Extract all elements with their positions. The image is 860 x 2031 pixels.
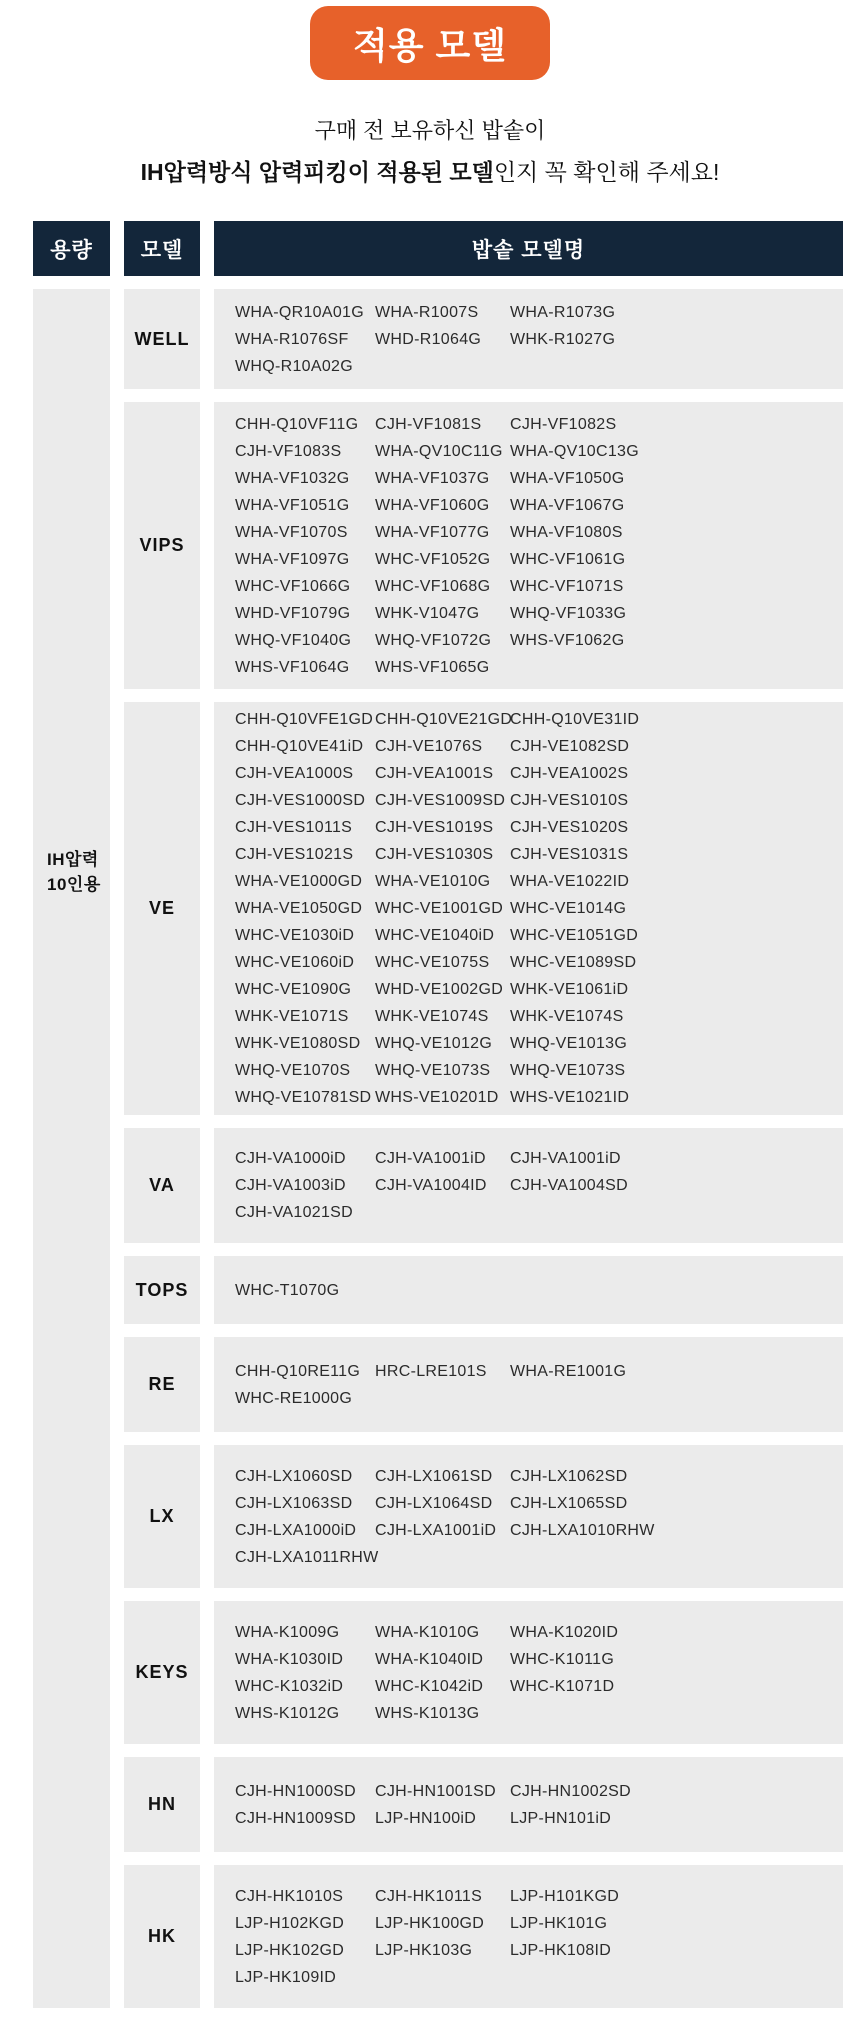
intro-line2-bold: IH압력방식 압력피킹이 적용된 모델 xyxy=(140,159,494,185)
model-names-grid xyxy=(235,1778,825,1832)
model-name: WHA-QR10A01G xyxy=(235,303,364,321)
model-name: CJH-VES1020S xyxy=(510,819,629,836)
model-name: WHC-K1042iD xyxy=(375,1677,484,1695)
model-name: WHA-VF1077G xyxy=(375,523,490,541)
model-name: CHH-Q10VE21GD xyxy=(375,711,513,728)
model-name: WHA-VF1037G xyxy=(375,469,490,487)
model-table xyxy=(33,221,843,2008)
model-name: WHS-VF1062G xyxy=(510,631,625,649)
model-name: CJH-VE1076S xyxy=(375,738,483,755)
title-badge xyxy=(310,6,550,80)
model-name: CJH-VA1021SD xyxy=(235,1204,354,1221)
model-names-cell-hn xyxy=(214,1757,843,1852)
row-label-vips: VIPS xyxy=(124,402,200,689)
model-name: WHA-VF1097G xyxy=(235,550,350,568)
model-name: WHS-VE10201D xyxy=(375,1089,499,1106)
model-names-cell-hk xyxy=(214,1865,843,2008)
model-name: WHQ-VE10781SD xyxy=(235,1089,372,1106)
model-name: WHA-VE1010G xyxy=(375,873,491,890)
model-name: WHQ-VE1073S xyxy=(375,1062,491,1079)
model-name: WHK-R1027G xyxy=(510,330,616,348)
model-name: LJP-HN101iD xyxy=(510,1809,612,1827)
model-name: WHS-VF1064G xyxy=(235,658,350,676)
model-name: WHC-VF1061G xyxy=(510,550,626,568)
model-names-grid xyxy=(235,1619,825,1727)
model-name: HRC-LRE101S xyxy=(375,1362,487,1380)
model-name: LJP-HK101G xyxy=(510,1914,608,1932)
model-name: CJH-LX1060SD xyxy=(235,1467,353,1485)
model-name: WHC-VF1052G xyxy=(375,550,491,568)
model-name: LJP-HK103G xyxy=(375,1941,473,1959)
model-name: CJH-VEA1001S xyxy=(375,765,494,782)
model-name: WHC-VE1051GD xyxy=(510,927,639,944)
model-name: CJH-VES1009SD xyxy=(375,792,506,809)
model-name: WHS-K1013G xyxy=(375,1704,480,1722)
model-name: CJH-LX1065SD xyxy=(510,1494,628,1512)
model-name: CHH-Q10VFE1GD xyxy=(235,711,374,728)
model-name: WHA-K1020ID xyxy=(510,1623,619,1641)
model-names-grid xyxy=(235,1277,825,1304)
model-name: WHC-VE1060iD xyxy=(235,954,355,971)
model-names-grid xyxy=(235,706,825,1111)
model-names-grid xyxy=(235,1883,825,1991)
model-name: CJH-VA1001iD xyxy=(375,1150,486,1167)
model-name: LJP-HK100GD xyxy=(375,1914,485,1932)
model-name: WHA-VE1022ID xyxy=(510,873,630,890)
model-name: CJH-VES1030S xyxy=(375,846,494,863)
model-name: WHD-R1064G xyxy=(375,330,482,348)
row-label-va: VA xyxy=(124,1128,200,1243)
model-name: WHA-K1009G xyxy=(235,1623,340,1641)
model-name: WHC-VE1001GD xyxy=(375,900,504,917)
model-name: WHS-VE1021ID xyxy=(510,1089,630,1106)
model-name: CJH-HN1009SD xyxy=(235,1809,356,1827)
model-name: CHH-Q10VF11G xyxy=(235,415,359,433)
model-name: WHK-VE1080SD xyxy=(235,1035,361,1052)
model-name: CJH-LXA1011RHW xyxy=(235,1548,379,1566)
header-capacity: 용량 xyxy=(33,221,110,276)
title-badge-label: 적용 모델 xyxy=(352,24,508,66)
model-names-grid xyxy=(235,299,825,380)
model-name: CJH-HN1001SD xyxy=(375,1782,496,1800)
model-name: LJP-HN100iD xyxy=(375,1809,477,1827)
model-name: LJP-H101KGD xyxy=(510,1887,620,1905)
model-name: WHA-VF1080S xyxy=(510,523,623,541)
model-name: WHA-K1040ID xyxy=(375,1650,484,1668)
model-name: CHH-Q10RE11G xyxy=(235,1362,361,1380)
model-names-grid xyxy=(235,1145,825,1226)
model-name: LJP-H102KGD xyxy=(235,1914,345,1932)
model-name: CJH-VF1081S xyxy=(375,415,482,433)
model-name: WHQ-VF1040G xyxy=(235,631,352,649)
model-name: CJH-VA1004SD xyxy=(510,1177,629,1194)
model-name: WHK-V1047G xyxy=(375,604,480,622)
model-name: CJH-LX1064SD xyxy=(375,1494,493,1512)
model-name: CJH-VEA1000S xyxy=(235,765,354,782)
model-name: CJH-VES1021S xyxy=(235,846,354,863)
model-name: WHS-K1012G xyxy=(235,1704,340,1722)
model-name: CJH-VES1011S xyxy=(235,819,353,836)
row-label-keys: KEYS xyxy=(124,1601,200,1744)
model-name: WHC-VE1075S xyxy=(375,954,490,971)
model-names-cell-tops xyxy=(214,1256,843,1324)
model-name: CJH-VF1083S xyxy=(235,442,342,460)
model-name: LJP-HK102GD xyxy=(235,1941,345,1959)
model-name: WHK-VE1074S xyxy=(375,1008,489,1025)
header-model: 모델 xyxy=(124,221,200,276)
model-names-grid xyxy=(235,1463,825,1571)
model-name: WHA-VF1050G xyxy=(510,469,625,487)
model-name: CJH-VES1010S xyxy=(510,792,629,809)
model-name: CJH-LXA1000iD xyxy=(235,1521,357,1539)
model-name: WHA-K1010G xyxy=(375,1623,480,1641)
model-name: CJH-LX1061SD xyxy=(375,1467,493,1485)
model-name: CHH-Q10VE41iD xyxy=(235,738,364,755)
model-name: WHC-VE1089SD xyxy=(510,954,637,971)
row-label-tops: TOPS xyxy=(124,1256,200,1324)
model-name: CJH-VES1019S xyxy=(375,819,494,836)
model-name: WHA-VE1000GD xyxy=(235,873,363,890)
model-name: CJH-HN1002SD xyxy=(510,1782,631,1800)
model-name: CJH-HK1010S xyxy=(235,1887,344,1905)
model-name: CJH-LXA1010RHW xyxy=(510,1521,655,1539)
model-name: CJH-HK1011S xyxy=(375,1887,483,1905)
model-name: CJH-LX1063SD xyxy=(235,1494,353,1512)
model-names-grid xyxy=(235,1358,825,1412)
model-names-cell-va xyxy=(214,1128,843,1243)
row-label-well: WELL xyxy=(124,289,200,389)
page xyxy=(0,6,860,2031)
model-name: WHQ-VE1070S xyxy=(235,1062,351,1079)
model-name: WHA-VF1032G xyxy=(235,469,350,487)
model-name: CJH-VES1031S xyxy=(510,846,629,863)
model-name: CJH-VEA1002S xyxy=(510,765,629,782)
model-name: CJH-VE1082SD xyxy=(510,738,630,755)
model-name: CJH-VA1003iD xyxy=(235,1177,346,1194)
model-name: WHC-VE1090G xyxy=(235,981,352,998)
row-label-ve: VE xyxy=(124,702,200,1115)
intro-line2 xyxy=(0,154,860,187)
model-name: WHC-VE1030iD xyxy=(235,927,355,944)
model-name: WHQ-VE1073S xyxy=(510,1062,626,1079)
model-name: WHQ-VE1012G xyxy=(375,1035,493,1052)
header-model-names: 밥솥 모델명 xyxy=(214,221,843,276)
model-name: WHS-VF1065G xyxy=(375,658,490,676)
model-names-cell-keys xyxy=(214,1601,843,1744)
model-name: WHA-VF1067G xyxy=(510,496,625,514)
model-names-cell-ve xyxy=(214,702,843,1115)
model-name: WHA-RE1001G xyxy=(510,1362,627,1380)
row-label-lx: LX xyxy=(124,1445,200,1588)
model-name: WHC-VE1040iD xyxy=(375,927,495,944)
model-name: WHQ-VF1072G xyxy=(375,631,492,649)
model-name: WHC-VE1014G xyxy=(510,900,627,917)
model-name: WHC-T1070G xyxy=(235,1281,340,1299)
model-names-grid xyxy=(235,411,825,681)
model-name: WHA-R1007S xyxy=(375,303,479,321)
model-names-cell-re xyxy=(214,1337,843,1432)
model-name: WHD-VF1079G xyxy=(235,604,351,622)
model-name: WHC-VF1071S xyxy=(510,577,624,595)
row-label-re: RE xyxy=(124,1337,200,1432)
intro-line1: 구매 전 보유하신 밥솥이 xyxy=(314,118,546,143)
model-name: WHA-R1076SF xyxy=(235,330,349,348)
model-name: WHC-VF1066G xyxy=(235,577,351,595)
model-name: WHA-VE1050GD xyxy=(235,900,363,917)
model-name: WHC-K1071D xyxy=(510,1677,615,1695)
model-name: WHA-R1073G xyxy=(510,303,616,321)
model-name: WHA-VF1070S xyxy=(235,523,348,541)
model-name: WHQ-VF1033G xyxy=(510,604,627,622)
row-label-hk: HK xyxy=(124,1865,200,2008)
model-name: WHA-VF1060G xyxy=(375,496,490,514)
model-name: CJH-VES1000SD xyxy=(235,792,366,809)
model-name: WHQ-VE1013G xyxy=(510,1035,628,1052)
model-name: CJH-VF1082S xyxy=(510,415,617,433)
model-name: CJH-LX1062SD xyxy=(510,1467,628,1485)
model-names-cell-lx xyxy=(214,1445,843,1588)
model-name: WHC-RE1000G xyxy=(235,1389,353,1407)
model-name: WHD-VE1002GD xyxy=(375,981,504,998)
row-label-hn: HN xyxy=(124,1757,200,1852)
model-name: WHC-VF1068G xyxy=(375,577,491,595)
intro-line2-rest: 인지 꼭 확인해 주세요! xyxy=(493,159,720,185)
model-names-cell-vips xyxy=(214,402,843,689)
model-name: WHK-VE1074S xyxy=(510,1008,624,1025)
model-name: LJP-HK108ID xyxy=(510,1941,612,1959)
model-name: WHC-K1032iD xyxy=(235,1677,344,1695)
capacity-line2: 10인용 xyxy=(47,875,101,894)
model-name: WHA-K1030ID xyxy=(235,1650,344,1668)
model-name: LJP-HK109ID xyxy=(235,1968,337,1986)
capacity-cell xyxy=(33,289,110,2008)
capacity-line1: IH압력 xyxy=(47,850,99,869)
model-name: WHK-VE1071S xyxy=(235,1008,349,1025)
model-name: WHA-VF1051G xyxy=(235,496,350,514)
model-name: CJH-HN1000SD xyxy=(235,1782,356,1800)
model-name: CJH-VA1001iD xyxy=(510,1150,621,1167)
model-name: WHQ-R10A02G xyxy=(235,357,353,375)
model-name: CJH-VA1000iD xyxy=(235,1150,346,1167)
model-name: CJH-VA1004ID xyxy=(375,1177,487,1194)
model-name: CHH-Q10VE31ID xyxy=(510,711,640,728)
model-name: WHC-K1011G xyxy=(510,1650,615,1668)
model-name: WHK-VE1061iD xyxy=(510,981,629,998)
model-name: WHA-QV10C13G xyxy=(510,442,639,460)
model-name: WHA-QV10C11G xyxy=(375,442,503,460)
model-name: CJH-LXA1001iD xyxy=(375,1521,497,1539)
model-names-cell-well xyxy=(214,289,843,389)
